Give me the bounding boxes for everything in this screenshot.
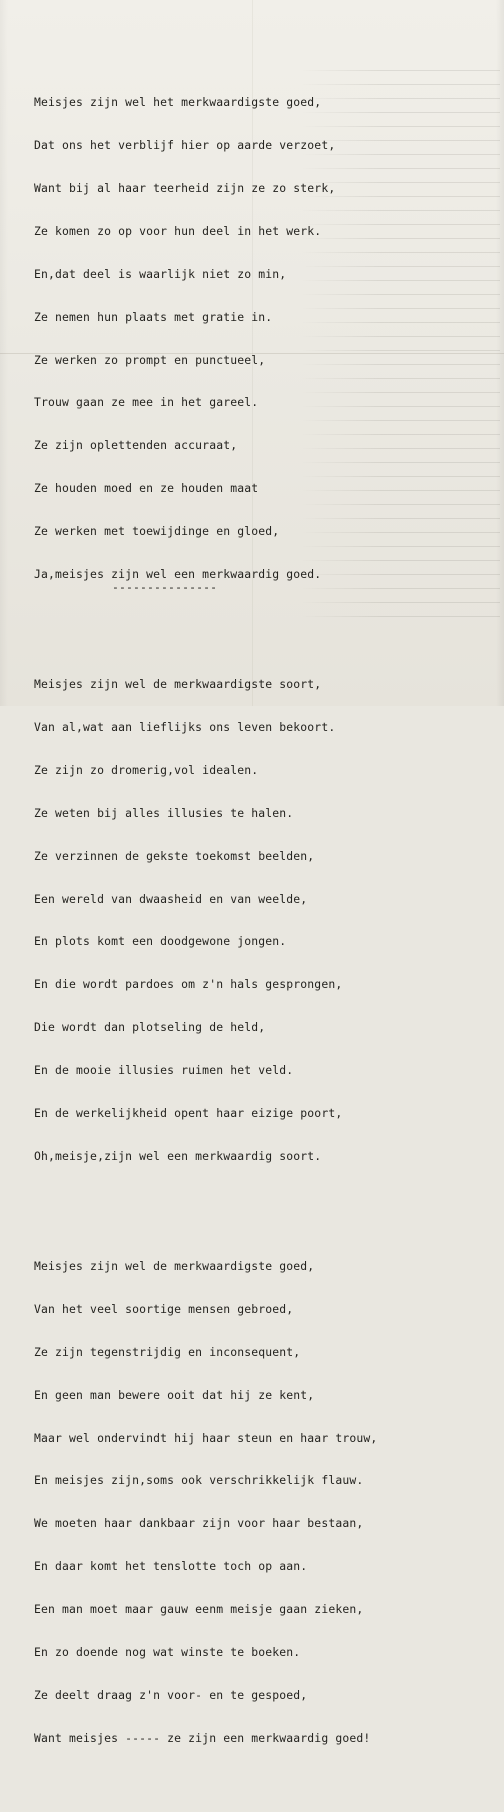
poem-line: Een wereld van dwaasheid en van weelde, (34, 891, 308, 906)
poem-line: Ze werken zo prompt en punctueel, (34, 352, 266, 367)
poem-line: En geen man bewere ooit dat hij ze kent, (34, 1387, 315, 1402)
poem-line: En plots komt een doodgewone jongen. (34, 934, 287, 949)
poem-line: Ze werken met toewijdinge en gloed, (34, 524, 280, 539)
poem-line: En die wordt pardoes om z'n hals gesprongen, (34, 977, 343, 992)
poem-line: En meisjes zijn,soms ook verschrikkelijk flauw. (34, 1473, 364, 1488)
poem-line: Ze zijn oplettenden accuraat, (34, 438, 238, 453)
stanza-1 (34, 67, 484, 610)
poem-line: Ze weten bij alles illusies te halen. (34, 805, 294, 820)
poem-line: Meisjes zijn wel de merkwaardigste goed, (34, 1258, 315, 1273)
poem-line: Maar wel ondervindt hij haar steun en haar trouw, (34, 1430, 378, 1445)
poem-line: Want bij al haar teerheid zijn ze zo sterk, (34, 180, 336, 195)
poem-line: Dat ons het verblijf hier op aarde verzoet, (34, 138, 336, 153)
poem-line: Ze komen zo op voor hun deel in het werk. (34, 223, 322, 238)
poem-line: Ze verzinnen de gekste toekomst beelden, (34, 848, 315, 863)
stanza-2 (34, 648, 484, 1191)
poem-line: Ze zijn tegenstrijdig en inconsequent, (34, 1344, 301, 1359)
poem-line: We moeten haar dankbaar zijn voor haar bestaan, (34, 1516, 364, 1531)
stanza-3 (34, 1230, 484, 1773)
poem-line: Van al,wat aan lieflijks ons leven bekoort. (34, 719, 336, 734)
poem-line: Ja,meisjes zijn wel een merkwaardig goed. (34, 566, 322, 581)
poem-line: Meisjes zijn wel de merkwaardigste soort, (34, 677, 322, 692)
poem-line: En daar komt het tenslotte toch op aan. (34, 1559, 308, 1574)
poem-line: Oh,meisje,zijn wel een merkwaardig soort. (34, 1148, 322, 1163)
poem-line: Van het veel soortige mensen gebroed, (34, 1301, 294, 1316)
poem-line: Want meisjes ----- ze zijn een merkwaardig goed! (34, 1730, 371, 1745)
poem-line: Trouw gaan ze mee in het gareel. (34, 395, 259, 410)
poem-line: Ze houden moed en ze houden maat (34, 481, 259, 496)
poem-line: Meisjes zijn wel het merkwaardigste goed, (34, 95, 322, 110)
poem-line: Ze nemen hun plaats met gratie in. (34, 309, 273, 324)
poem-line: Die wordt dan plotseling de held, (34, 1020, 266, 1035)
poem-line: En de mooie illusies ruimen het veld. (34, 1063, 294, 1078)
poem-line: Ze deelt draag z'n voor- en te gespoed, (34, 1687, 308, 1702)
closing-rule: --------------- (112, 580, 218, 594)
poem-line: En,dat deel is waarlijk niet zo min, (34, 266, 287, 281)
poem-line: Ze zijn zo dromerig,vol idealen. (34, 762, 259, 777)
poem-body (34, 38, 484, 1812)
poem-line: En de werkelijkheid opent haar eizige poort, (34, 1105, 343, 1120)
poem-line: Een man moet maar gauw eenm meisje gaan zieken, (34, 1602, 364, 1617)
poem-line: En zo doende nog wat winste te boeken. (34, 1644, 301, 1659)
